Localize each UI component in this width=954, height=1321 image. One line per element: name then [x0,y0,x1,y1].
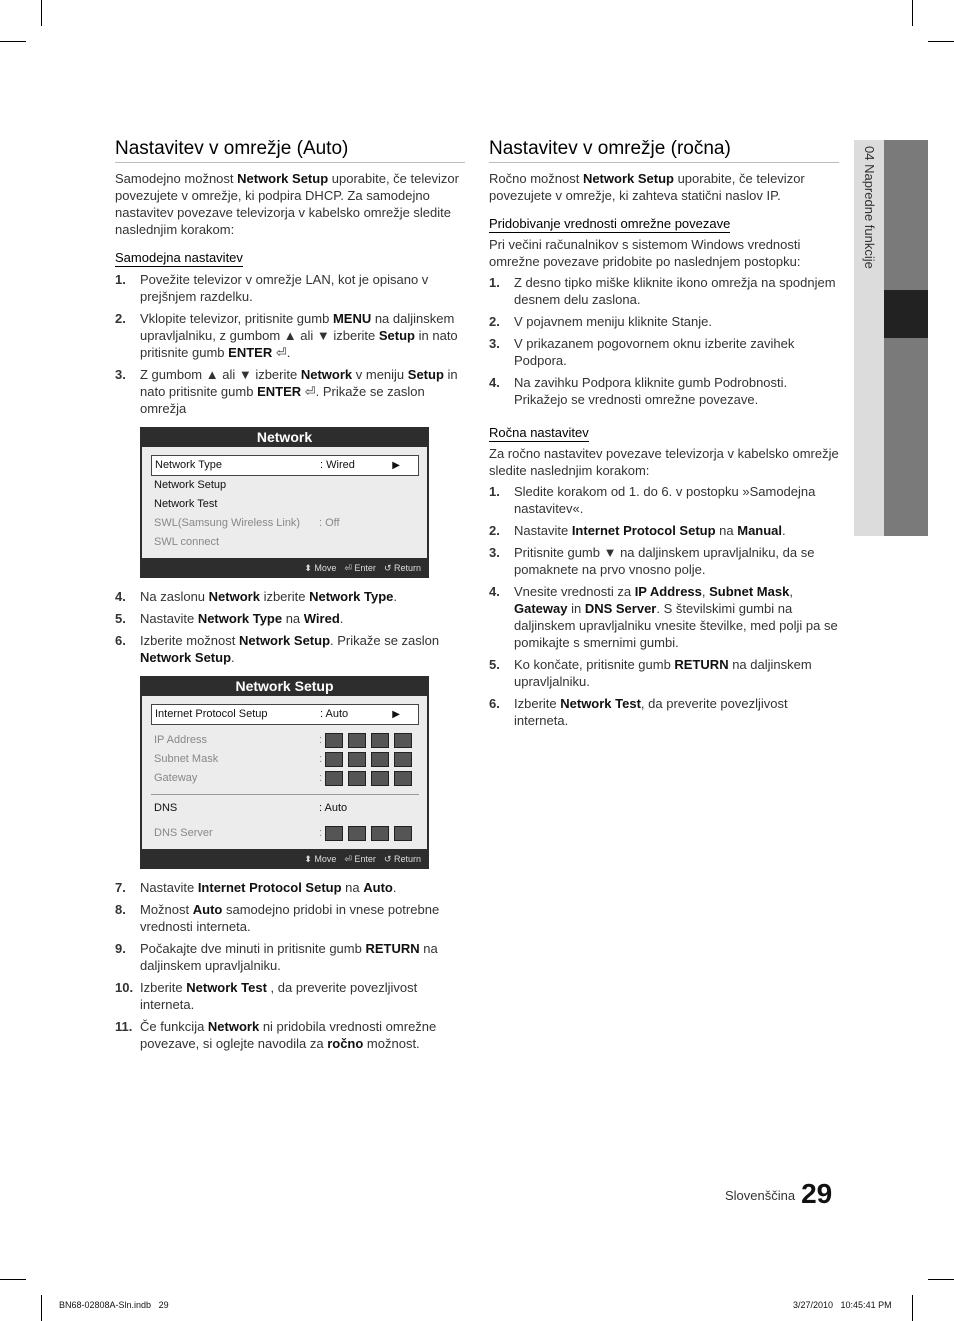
osd-row-label: Network Test [154,498,218,510]
step-item: 4. Vnesite vrednosti za IP Address, Subnet Mask, Gateway in DNS Server. S številskimi gumbi na daljinskem upravljalniku vnesite številke, med polji pa se pomikajte s smernimi gumbi. [489,584,838,650]
osd-menu-row[interactable] [151,533,419,552]
page-number-block [725,1178,832,1210]
step-item: 6. Izberite Network Test, da preverite povezljivost interneta. [489,696,788,728]
osd-row-label: SWL connect [154,536,220,548]
section-title: Nastavitev v omrežje (ročna) [489,138,839,163]
crop-mark [41,0,42,26]
step-item: 9. Počakajte dve minuti in pritisnite gumb RETURN na daljinskem upravljalniku. [115,941,438,973]
step-item: 11. Če funkcija Network ni pridobila vrednosti omrežne povezave, si oglejte navodila za ročno možnost. [115,1019,437,1051]
crop-mark [912,1295,913,1321]
steps-list [489,483,839,729]
crop-mark [41,1295,42,1321]
step-item: 2. V pojavnem meniju kliknite Stanje. [489,314,712,329]
subheading-intro: Za ročno nastavitev povezave televizorja v kabelsko omrežje sledite naslednjim korakom: [489,446,839,478]
osd-footer [140,558,429,578]
crop-mark [912,0,913,26]
step-number: 3. [489,336,500,351]
side-tab-dark [884,140,928,290]
ip-field-group: : [319,769,417,788]
step-number: 5. [489,657,500,672]
step-number: 9. [115,941,126,956]
step-item: 3. V prikazanem pogovornem oknu izberite zavihek Podpora. [489,336,795,368]
osd-title: Network Setup [235,678,334,694]
step-item: 7. Nastavite Internet Protocol Setup na Auto. [115,880,397,895]
intro-paragraph: Ročno možnost Network Setup uporabite, če televizor povezujete v omrežje, ki zahteva statični naslov IP. [489,171,805,203]
osd-row-label: SWL(Samsung Wireless Link) [154,517,301,529]
step-number: 5. [115,611,126,626]
right-column [489,138,839,734]
step-number: 2. [115,311,126,326]
steps-list [115,879,465,1052]
osd-row-label: IP Address [154,734,207,746]
network-setup-osd-screen [140,676,429,869]
osd-row-label: DNS [154,802,178,814]
osd-menu-panel [142,696,427,849]
step-number: 1. [489,275,500,290]
step-number: 1. [489,484,500,499]
osd-footer-hint: ⬍ Move [304,563,337,573]
chapter-label: 04 Napredne funkcije [862,146,877,269]
step-number: 4. [489,375,500,390]
crop-mark [928,1279,954,1280]
step-item: 2. Vklopite televizor, pritisnite gumb MENU na daljinskem upravljalniku, z gumbom ▲ ali ▼ izberite Setup in nato pritisnite gumb ENTER ⏎. [115,311,458,360]
intro-paragraph: Samodejno možnost Network Setup uporabite, če televizor povezujete v omrežje, ki podpira DHCP. Za samodejno nastavitev povezave televizorja v kabelsko omrežje sledite naslednjim korakom: [115,171,459,237]
osd-row-value: : Auto [320,708,349,720]
subheading: Pridobivanje vrednosti omrežne povezave [489,216,731,231]
ip-field-group: : [319,731,417,750]
arrow-right-icon: ▶ [392,460,400,471]
osd-footer-hint: ⬍ Move [304,854,337,864]
section-title: Nastavitev v omrežje (Auto) [115,138,465,163]
print-footer-file: BN68-02808A-Sln.indb 29 [59,1300,169,1310]
subheading: Ročna nastavitev [489,425,589,440]
osd-footer-hint: ↺ Return [383,854,421,864]
ip-field-group: : [319,750,417,769]
step-number: 2. [489,314,500,329]
osd-menu-row[interactable] [151,514,419,533]
step-number: 6. [489,696,500,711]
crop-mark [0,1279,26,1280]
osd-footer-hint: ⏎ Enter [344,854,376,864]
step-number: 3. [115,367,126,382]
step-item: 1. Sledite korakom od 1. do 6. v postopku »Samodejna nastavitev«. [489,484,816,516]
step-number: 6. [115,633,126,648]
page-number: 29 [801,1178,833,1209]
step-item: 2. Nastavite Internet Protocol Setup na Manual. [489,523,786,538]
osd-ip-row[interactable] [151,769,419,788]
side-tab-dark [884,338,928,536]
osd-ip-row[interactable] [151,731,419,750]
step-number: 3. [489,545,500,560]
step-number: 1. [115,272,126,287]
step-number: 4. [115,589,126,604]
chapter-side-tab [854,140,928,536]
arrow-right-icon: ▶ [392,709,400,720]
osd-title: Network [256,429,313,445]
step-item: 1. Povežite televizor v omrežje LAN, kot je opisano v prejšnjem razdelku. [115,272,429,304]
osd-row-label: Network Setup [154,479,227,491]
osd-footer-hint: ⏎ Enter [344,563,376,573]
subheading-intro: Pri večini računalnikov s sistemom Windows vrednosti omrežne povezave pridobite po naslednjem postopku: [489,237,801,269]
osd-row-internet-protocol-setup[interactable] [151,704,419,725]
osd-menu-panel [142,447,427,558]
step-item: 5. Ko končate, pritisnite gumb RETURN na daljinskem upravljalniku. [489,657,812,689]
osd-row-label: Network Type [155,459,223,471]
osd-ip-row[interactable] [151,750,419,769]
osd-footer [140,849,429,869]
steps-list [115,271,465,417]
osd-row-dns-server[interactable] [151,824,419,843]
osd-row-value: : Auto [319,802,348,814]
step-item: 3. Pritisnite gumb ▼ na daljinskem upravljalniku, da se pomaknete na prvo vnosno polje. [489,545,815,577]
osd-separator [151,794,419,795]
side-tab-active [884,290,928,338]
osd-row-value: : Off [319,517,340,529]
step-number: 8. [115,902,126,917]
step-number: 11. [115,1019,133,1034]
crop-mark [0,41,26,42]
print-footer-date: 3/27/2010 10:45:41 PM [793,1300,892,1310]
step-number: 7. [115,880,126,895]
step-item: 10. Izberite Network Test , da preverite povezljivost interneta. [115,980,418,1012]
step-item: 5. Nastavite Network Type na Wired. [115,611,344,626]
osd-row-label: DNS Server [154,827,213,839]
step-item: 4. Na zavihku Podpora kliknite gumb Podrobnosti. Prikažejo se vrednosti omrežne povezave. [489,375,788,407]
steps-list [115,588,465,666]
osd-row-label: Subnet Mask [154,753,219,765]
step-number: 10. [115,980,134,995]
osd-menu-row[interactable] [151,476,419,495]
osd-row-label: Internet Protocol Setup [155,708,268,720]
step-item: 6. Izberite možnost Network Setup. Prikaže se zaslon Network Setup. [115,633,440,665]
step-number: 2. [489,523,500,538]
step-item: 3. Z gumbom ▲ ali ▼ izberite Network v meniju Setup in nato pritisnite gumb ENTER ⏎. Prikaže se zaslon omrežja [115,367,458,416]
step-item: 8. Možnost Auto samodejno pridobi in vnese potrebne vrednosti interneta. [115,902,440,934]
osd-row-value: : Wired [320,459,355,471]
language-label: Slovenščina [725,1188,796,1203]
osd-row-dns[interactable] [151,799,419,818]
left-column [115,138,465,1057]
subheading: Samodejna nastavitev [115,250,243,265]
osd-menu-row[interactable] [151,455,419,476]
osd-menu-row[interactable] [151,495,419,514]
step-item: 1. Z desno tipko miške kliknite ikono omrežja na spodnjem desnem delu zaslona. [489,275,836,307]
osd-footer-hint: ↺ Return [383,563,421,573]
step-item: 4. Na zaslonu Network izberite Network Type. [115,589,397,604]
steps-list [489,274,839,408]
step-number: 4. [489,584,500,599]
network-osd-screen [140,427,429,578]
osd-row-label: Gateway [154,772,198,784]
crop-mark [928,41,954,42]
ip-field-group: : [319,824,417,843]
